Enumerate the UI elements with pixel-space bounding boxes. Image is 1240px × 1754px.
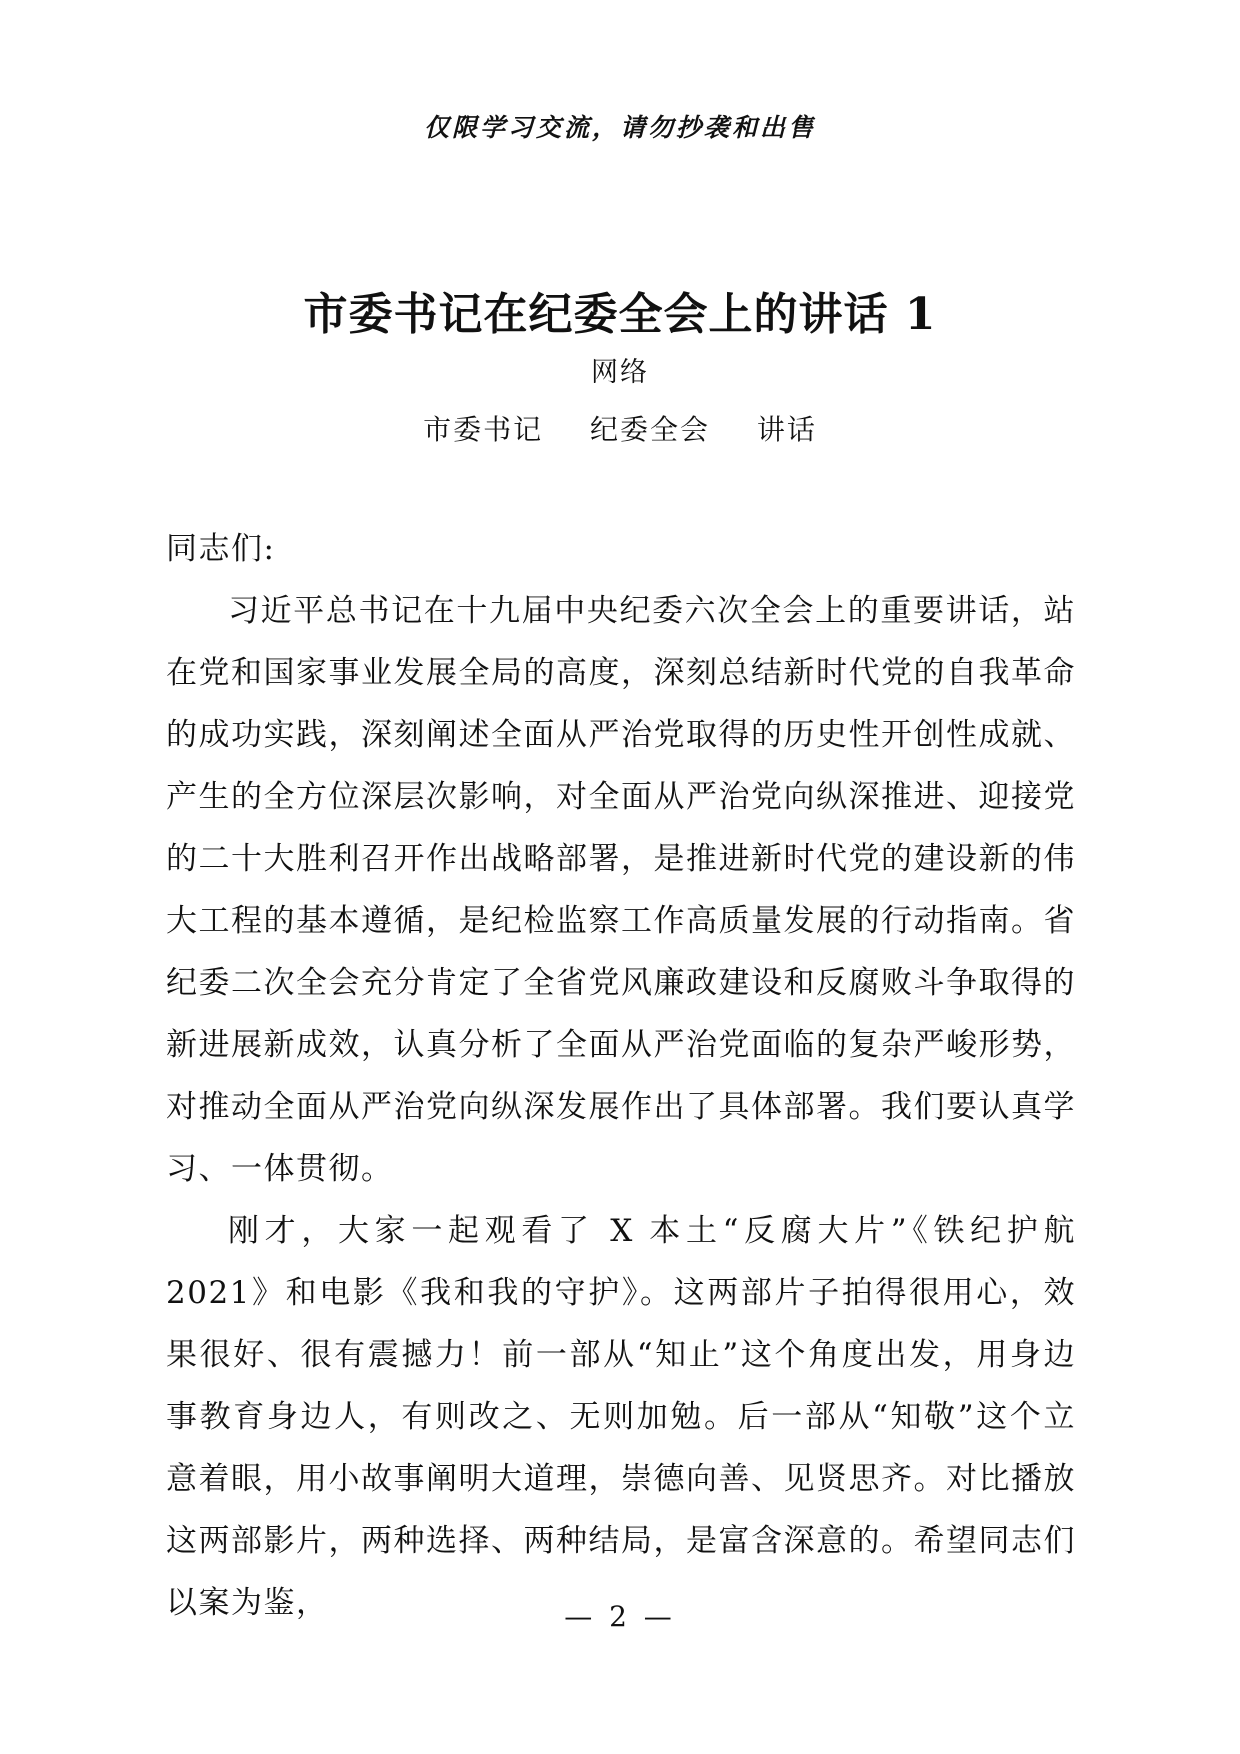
- body-paragraph: 习近平总书记在十九届中央纪委六次全会上的重要讲话，站在党和国家事业发展全局的高度，深刻总结新时代党的自我革命的成功实践，深刻阐述全面从严治党取得的历史性开创性成就、产生的全方位深层次影响，对全面从严治党向纵深推进、迎接党的二十大胜利召开作出战略部署，是推进新时代党的建设新的伟大工程的基本遵循，是纪检监察工作高质量发展的行动指南。省纪委二次全会充分肯定了全省党风廉政建设和反腐败斗争取得的新进展新成效，认真分析了全面从严治党面临的复杂严峻形势，对推动全面从严治党向纵深发展作出了具体部署。我们要认真学习、一体贯彻。: [166, 593, 1076, 1187]
- keyword: 市委书记: [423, 413, 544, 446]
- document-source: 网络: [591, 357, 649, 388]
- page-number: — 2 —: [564, 1600, 676, 1633]
- document-body: [166, 518, 1076, 1634]
- keyword: 纪委全会: [589, 413, 710, 446]
- document-keywords: [0, 408, 1240, 448]
- salutation: 同志们:: [166, 531, 276, 567]
- keyword: 讲话: [756, 413, 817, 446]
- header-note: 仅限学习交流，请勿抄袭和出售: [423, 113, 816, 142]
- document-title: 市委书记在纪委全会上的讲话 1: [303, 289, 937, 340]
- body-paragraph: 刚才，大家一起观看了 X 本土“反腐大片”《铁纪护航 2021》和电影《我和我的守护》。这两部片子拍得很用心，效果很好、很有震撼力！前一部从“知止”这个角度出发，用身边事教育身边人，有则改之、无则加勉。后一部从“知敬”这个立意着眼，用小故事阐明大道理，崇德向善、见贤思齐。对比播放这两部影片，两种选择、两种结局，是富含深意的。希望同志们以案为鉴，: [166, 1213, 1076, 1621]
